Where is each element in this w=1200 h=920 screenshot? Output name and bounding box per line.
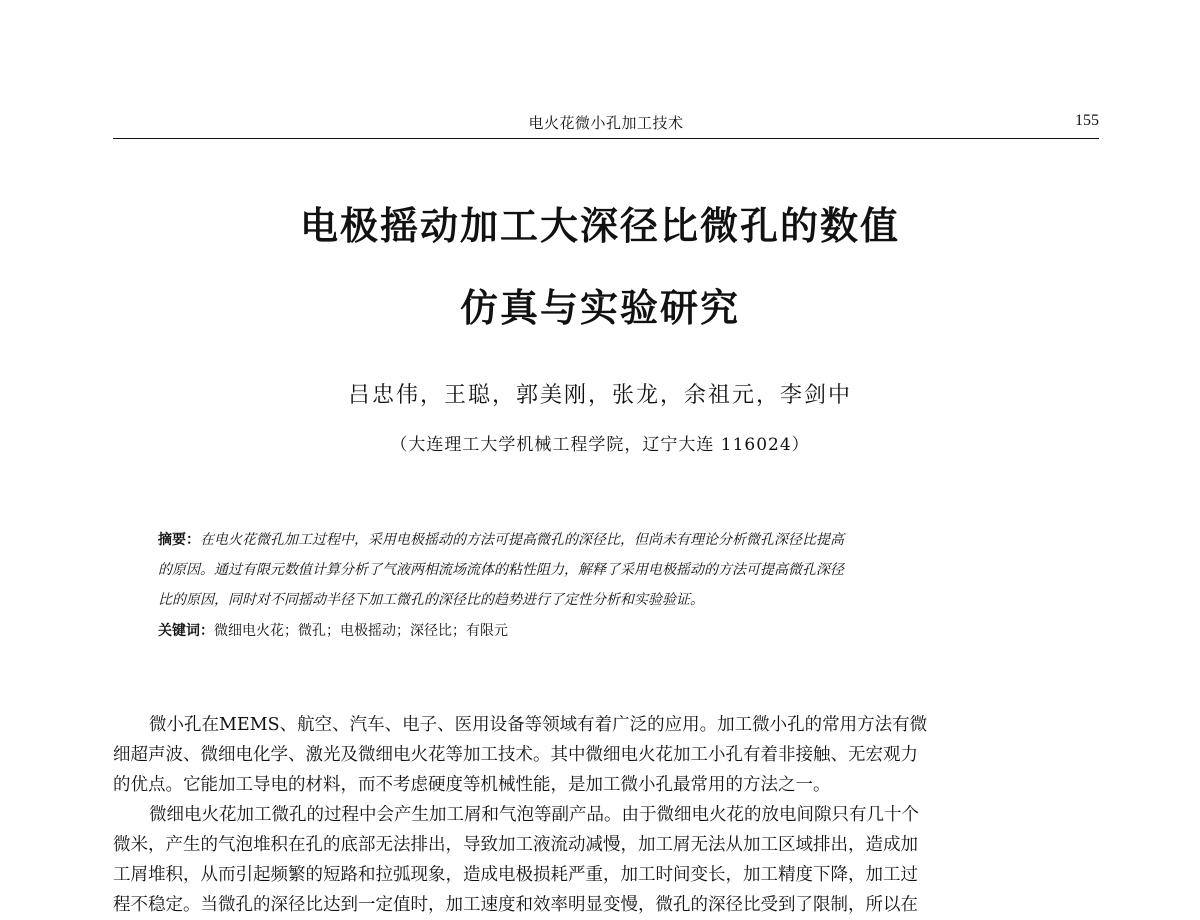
abstract-line: 比的原因，同时对不同摇动半径下加工微孔的深径比的趋势进行了定性分析和实验验证。 — [158, 592, 704, 608]
abstract-line: 的原因。通过有限元数值计算分析了气液两相流场流体的粘性阻力，解释了采用电极摇动的方法可提高微孔深径 — [158, 562, 844, 578]
author-list: 吕忠伟，王聪，郭美刚，张龙，余祖元，李剑中 — [347, 383, 852, 408]
running-title: 电火花微小孔加工技术 — [528, 114, 684, 132]
body-text — [113, 710, 1103, 920]
affiliation: （大连理工大学机械工程学院，辽宁大连 116024） — [390, 435, 810, 455]
body-line: 细超声波、微细电化学、激光及微细电火花等加工技术。其中微细电火花加工小孔有着非接触、无宏观力 — [113, 745, 918, 765]
keywords-label: 关键词： — [158, 623, 214, 639]
body-line: 微米，产生的气泡堆积在孔的底部无法排出，导致加工液流动减慢，加工屑无法从加工区域排出，造成加 — [113, 835, 918, 855]
body-line: 微细电火花加工微孔的过程中会产生加工屑和气泡等副产品。由于微细电火花的放电间隙只有几十个 — [149, 805, 919, 825]
body-line: 程不稳定。当微孔的深径比达到一定值时，加工速度和效率明显变慢，微孔的深径比受到了限制，所以在 — [113, 895, 918, 915]
abstract — [158, 525, 1058, 615]
paper-title-line-2: 仿真与实验研究 — [459, 286, 740, 330]
page-number: 155 — [1075, 112, 1099, 129]
abstract-line — [158, 525, 1058, 555]
body-line: 工屑堆积，从而引起频繁的短路和拉弧现象，造成电极损耗严重，加工时间变长，加工精度下降，加工过 — [113, 865, 918, 885]
abstract-label: 摘要： — [158, 532, 200, 548]
body-line: 微小孔在MEMS、航空、汽车、电子、医用设备等领域有着广泛的应用。加工微小孔的常用方法有微 — [149, 715, 928, 735]
abstract-text: 在电火花微孔加工过程中，采用电极摇动的方法可提高微孔的深径比，但尚未有理论分析微孔深径比提高 — [200, 532, 844, 548]
paper-title-line-1: 电极摇动加工大深径比微孔的数值 — [299, 204, 900, 248]
keywords-text: 微细电火花；微孔；电极摇动；深径比；有限元 — [214, 623, 508, 639]
keywords — [158, 620, 508, 640]
body-line: 的优点。它能加工导电的材料，而不考虑硬度等机械性能，是加工微小孔最常用的方法之一。 — [113, 775, 831, 795]
running-header — [113, 108, 1099, 139]
